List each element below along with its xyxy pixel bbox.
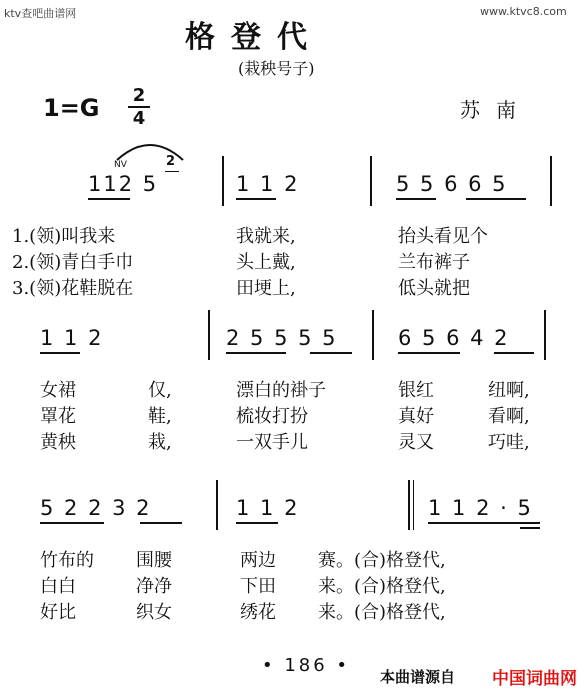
barline (370, 156, 372, 206)
lyric: 鞋, (148, 406, 172, 427)
lyric: 我就来, (236, 226, 296, 247)
watermark-right: www.ktvc8.com (480, 5, 567, 18)
composer: 苏南 (460, 98, 532, 122)
lyric: 1.(领)叫我来 (12, 226, 116, 247)
beam (310, 352, 352, 354)
grace-underline (165, 171, 179, 172)
source-site: 中国词曲网 (492, 669, 577, 689)
lyric: 2.(领)青白手巾 (12, 252, 134, 273)
beam (520, 527, 540, 529)
measure-2-1: 1 1 2 (40, 326, 104, 350)
source-note: 本曲谱源自 (380, 668, 456, 686)
lyric: 田埂上, (236, 278, 296, 299)
beam (494, 352, 534, 354)
barline (544, 310, 546, 360)
lyric: 灵又 (398, 432, 434, 453)
grace-note: 2 (166, 154, 176, 169)
lyric: 栽, (148, 432, 172, 453)
lyric: 两边 (240, 550, 276, 571)
lyric: 仅, (148, 380, 172, 401)
lyric: 3.(领)花鞋脱在 (12, 278, 134, 299)
measure-2-2: 2 5 5 5 5 (226, 326, 338, 350)
measure-3-1: 5 2 2 3 2 (40, 496, 152, 520)
lyric: 看啊, (488, 406, 530, 427)
lyric: 巧哇, (488, 432, 530, 453)
lyric: 漂白的褂子 (236, 380, 326, 401)
barline (216, 480, 218, 530)
lyric: 围腰 (136, 550, 172, 571)
lyric: 梳妆打扮 (236, 406, 308, 427)
measure-3-2: 1 1 2 (236, 496, 300, 520)
beam (396, 198, 436, 200)
measure-1-2: 1 1 2 (236, 172, 300, 196)
lyric: 来。(合)格登代, (318, 576, 446, 597)
beam (398, 352, 460, 354)
beam (236, 198, 276, 200)
barline (208, 310, 210, 360)
lyric: 银红 (398, 380, 434, 401)
lyric: 抬头看见个 (398, 226, 488, 247)
beam (40, 352, 80, 354)
barline (222, 156, 224, 206)
barline (372, 310, 374, 360)
lyric: 绣花 (240, 602, 276, 623)
repeat-barline (413, 480, 414, 530)
lyric: 织女 (136, 602, 172, 623)
lyric: 一双手儿 (236, 432, 308, 453)
lyric: 低头就把 (398, 278, 470, 299)
beam (236, 522, 278, 524)
beam (40, 522, 104, 524)
watermark-left: ktv查吧曲谱网 (4, 7, 77, 20)
song-title: 格登代 (185, 20, 323, 55)
lyric: 白白 (40, 576, 76, 597)
measure-1-3: 5 5 6 6 5 (396, 172, 508, 196)
measure-2-3: 6 5 6 4 2 (398, 326, 510, 350)
lyric: 真好 (398, 406, 434, 427)
beam (428, 522, 540, 524)
measure-1-1: 112 5 (88, 172, 159, 196)
beam (140, 522, 182, 524)
lyric: 黄秧 (40, 432, 76, 453)
time-signature-bottom: 4 (132, 108, 146, 129)
lyric: 下田 (240, 576, 276, 597)
beam (226, 352, 286, 354)
lyric: 头上戴, (236, 252, 296, 273)
time-signature (128, 86, 150, 128)
lyric: 赛。(合)格登代, (318, 550, 446, 571)
barline (550, 156, 552, 206)
lyric: 净净 (136, 576, 172, 597)
beam (88, 198, 130, 200)
lyric: 来。(合)格登代, (318, 602, 446, 623)
ornament-mark: NV (114, 160, 127, 170)
beam (466, 198, 526, 200)
measure-3-3: 1 1 2 · 5 (428, 496, 533, 520)
lyric: 兰布裤子 (398, 252, 470, 273)
song-subtitle: (栽秧号子) (238, 59, 315, 78)
time-signature-top: 2 (132, 85, 146, 106)
key-signature: 1=G (43, 94, 100, 122)
lyric: 纽啊, (488, 380, 530, 401)
barline (408, 480, 410, 530)
lyric: 女裙 (40, 380, 76, 401)
page-number: • 186 • (262, 655, 351, 676)
lyric: 好比 (40, 602, 76, 623)
lyric: 罩花 (40, 406, 76, 427)
lyric: 竹布的 (40, 550, 94, 571)
